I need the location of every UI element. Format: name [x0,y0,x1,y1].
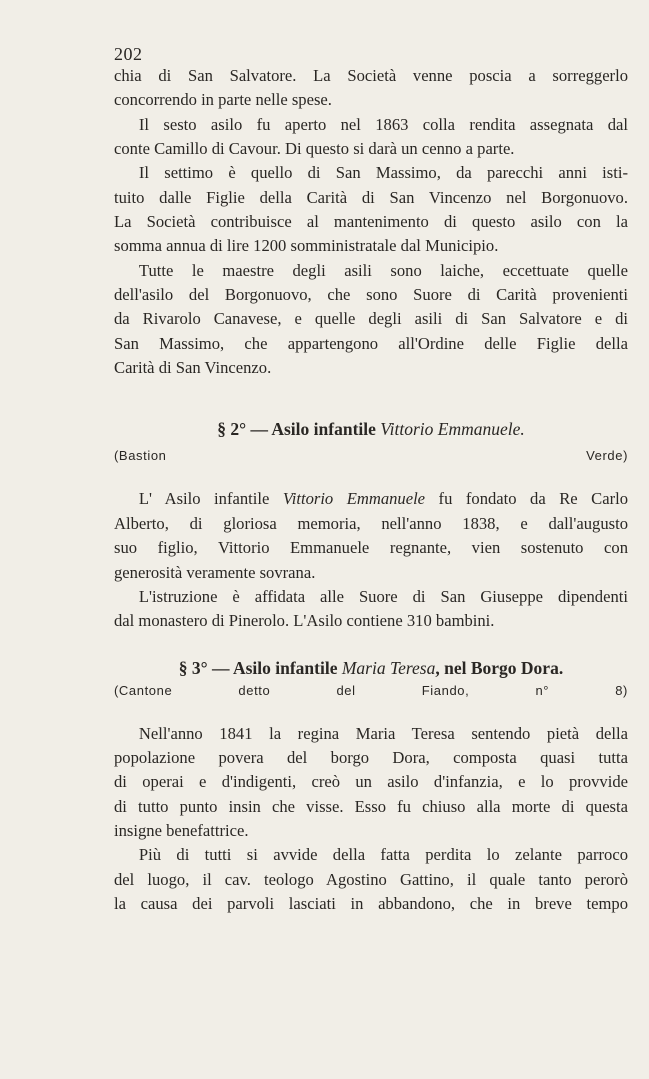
paragraph-7-line-3: di operai e d'indigenti, creò un asilo d'infanzia, e lo provvide [114,772,628,792]
paragraph-5-line-4: generosità veramente sovrana. [114,562,316,582]
paragraph-4-line-3: da Rivarolo Canavese, e quelle degli asili di San Salvatore e di [114,309,628,329]
paragraph-5-line-1: L' Asilo infantile Vittorio Emmanuele fu fondato da Re Carlo [138,489,628,509]
paragraph-2-line-2: conte Camillo di Cavour. Di questo si darà un cenno a parte. [114,139,515,159]
paragraph-7-line-5: insigne benefattrice. [114,820,249,840]
paragraph-8-line-2: del luogo, il cav. teologo Agostino Gattino, il quale tanto perorò [114,869,628,889]
paragraph-7-line-2: popolazione povera del borgo Dora, composta quasi tutta [114,747,628,767]
paragraph-1-line-1: chia di San Salvatore. La Società venne poscia a sorreggerlo [114,66,628,85]
paragraph-5-line-2: Alberto, di gloriosa memoria, nell'anno 1838, e dall'augusto [114,513,628,533]
paragraph-6-line-2: dal monastero di Pinerolo. L'Asilo contiene 310 bambini. [114,611,495,631]
paragraph-4-line-1: Tutte le maestre degli asili sono laiche, eccettuate quelle [138,260,628,280]
section-2-location: (Bastion Verde) [114,448,628,464]
paragraph-3-line-3: La Società contribuisce al mantenimento di questo asilo con la [114,212,628,232]
paragraph-5-line-3: suo figlio, Vittorio Emmanuele regnante, vien sostenuto con [114,538,628,558]
page-text [114,64,628,916]
paragraph-3-line-4: somma annua di lire 1200 somministratale dal Municipio. [114,236,499,256]
paragraph-3-line-2: tuito dalle Figlie della Carità di San Vincenzo nel Borgonuovo. [114,187,628,207]
paragraph-6-line-1: L'istruzione è affidata alle Suore di San Giuseppe dipendenti [138,586,628,606]
paragraph-7-line-4: di tutto punto insin che visse. Esso fu chiuso alla morte di questa [114,796,628,816]
section-3-heading: § 3° — Asilo infantile Maria Teresa, nel Borgo Dora. [178,657,564,678]
paragraph-7-line-1: Nell'anno 1841 la regina Maria Teresa sentendo pietà della [138,723,628,743]
paragraph-4-line-2: dell'asilo del Borgonuovo, che sono Suore di Carità provenienti [114,285,628,305]
paragraph-8-line-1: Più di tutti si avvide della fatta perdita lo zelante parroco [138,845,628,865]
section-2-heading: § 2° — Asilo infantile Vittorio Emmanuele. [217,419,525,440]
paragraph-8-line-3: la causa dei parvoli lasciati in abbandono, che in breve tempo [114,893,628,913]
section-3-location: (Cantone detto del Fiando, n° 8) [114,682,628,698]
paragraph-2-line-1: Il sesto asilo fu aperto nel 1863 colla rendita assegnata dal [138,114,628,134]
paragraph-4-line-4: San Massimo, che appartengono all'Ordine delle Figlie della [114,333,628,353]
page-number: 202 [114,44,143,64]
paragraph-1-line-2: concorrendo in parte nelle spese. [114,90,332,110]
paragraph-3-line-1: Il settimo è quello di San Massimo, da parecchi anni isti- [138,163,628,183]
paragraph-4-line-5: Carità di San Vincenzo. [114,358,272,378]
